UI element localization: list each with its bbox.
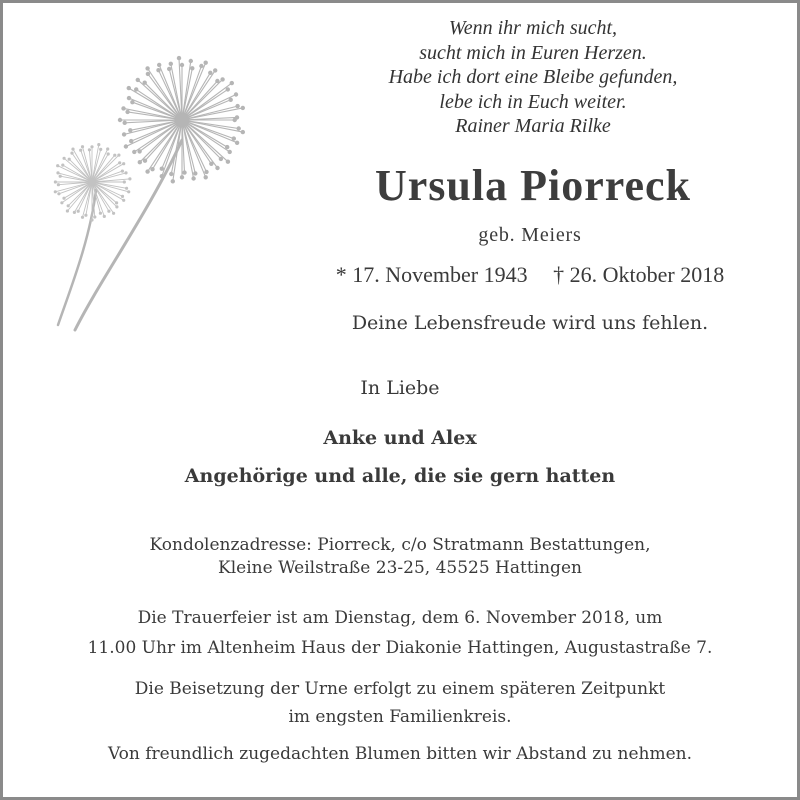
dandelion-illustration bbox=[30, 40, 270, 340]
mourners-primary: Anke und Alex bbox=[323, 427, 477, 449]
ceremony-info-line: Die Trauerfeier ist am Dienstag, dem 6. November 2018, um bbox=[137, 608, 663, 628]
birth-date: * 17. November 1943 bbox=[335, 262, 528, 287]
poem-author: Rainer Maria Rilke bbox=[455, 115, 611, 138]
ceremony-info-line: 11.00 Uhr im Altenheim Haus der Diakonie Hattingen, Augustastraße 7. bbox=[87, 638, 713, 658]
condolence-address-line: Kleine Weilstraße 23-25, 45525 Hattingen bbox=[218, 558, 582, 578]
motto: Deine Lebensfreude wird uns fehlen. bbox=[351, 312, 709, 334]
deceased-name: Ursula Piorreck bbox=[374, 161, 692, 210]
life-dates bbox=[280, 262, 780, 288]
burial-info-line: Die Beisetzung der Urne erfolgt zu einem späteren Zeitpunkt bbox=[134, 679, 666, 699]
poem-line: Habe ich dort eine Bleibe gefunden, bbox=[388, 66, 678, 89]
burial-info-line: im engsten Familienkreis. bbox=[288, 707, 512, 727]
closing-phrase: In Liebe bbox=[360, 377, 440, 399]
poem-line: lebe ich in Euch weiter. bbox=[439, 90, 627, 113]
poem-line: sucht mich in Euren Herzen. bbox=[419, 41, 647, 64]
death-date: † 26. Oktober 2018 bbox=[553, 262, 725, 287]
birth-name: geb. Meiers bbox=[478, 224, 582, 246]
poem-line: Wenn ihr mich sucht, bbox=[448, 17, 618, 39]
condolence-address-line: Kondolenzadresse: Piorreck, c/o Stratmann Bestattungen, bbox=[149, 535, 651, 555]
mourners-others: Angehörige und alle, die sie gern hatten bbox=[184, 465, 616, 487]
poem bbox=[333, 16, 733, 139]
flowers-note: Von freundlich zugedachten Blumen bitten wir Abstand zu nehmen. bbox=[107, 744, 693, 764]
